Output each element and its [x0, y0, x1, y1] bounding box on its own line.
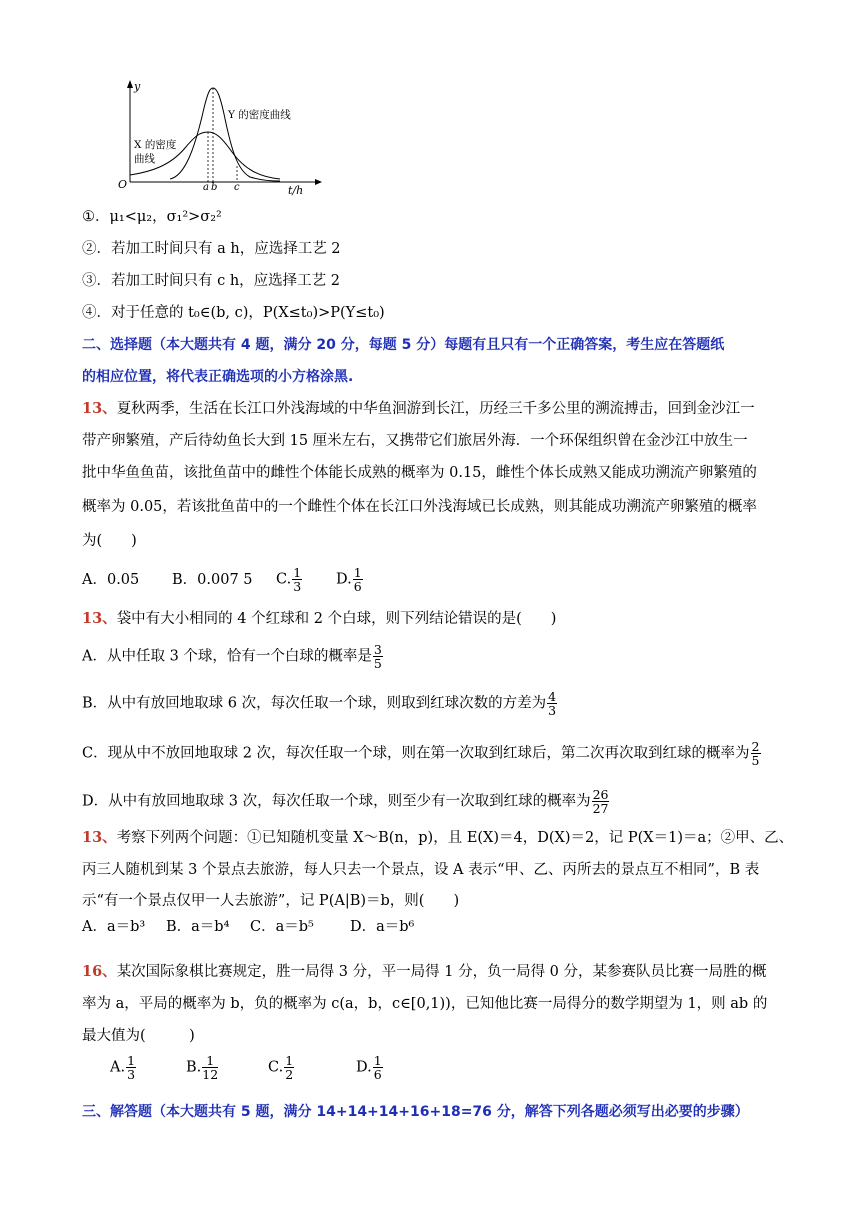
q2-option-b: B．从中有放回地取球 6 次，每次任取一个球，则取到红球次数的方差为 $\frac{4}{3}$: [82, 689, 557, 718]
q4-option-a: A. $\frac{1}{3}$: [110, 1053, 136, 1082]
statement-3: ③．若加工时间只有 c h，应选择工艺 2: [82, 273, 341, 289]
q3-option-a: A．a＝b³: [82, 919, 146, 935]
statement-2: ②．若加工时间只有 a h，应选择工艺 2: [82, 241, 341, 257]
statement-4: ④．对于任意的 t₀∈(b, c)，P(X≤t₀)>P(Y≤t₀): [82, 305, 385, 321]
q4-option-d: D. $\frac{1}{6}$: [356, 1053, 382, 1082]
tick-a: a: [203, 182, 209, 193]
q4-line2: 率为 a，平局的概率为 b，负的概率为 c(a，b，c∈[0,1))，已知他比赛一局得分的数学期望为 1，则 ab 的: [82, 996, 768, 1012]
q1-line1: [82, 399, 755, 419]
q4-text1: 某次国际象棋比赛规定，胜一局得 3 分，平一局得 1 分，负一局得 0 分，某参赛队员比赛一局胜的概: [116, 964, 767, 980]
q1-line4: 概率为 0.05，若该批鱼苗中的一个雌性个体在长江口外浅海域已长成熟，则其能成功溯流产卵繁殖的概率: [82, 499, 757, 515]
section3-line1: 三、解答题（本大题共有 5 题，满分 14+14+14+16+18=76 分，解答下列各题必须写出必要的步骤）: [82, 1104, 749, 1120]
tick-c: c: [234, 182, 240, 193]
tick-b: b: [211, 182, 218, 193]
q3-option-b: B．a＝b⁴: [166, 919, 230, 935]
q3-line2: 丙三人随机到某 3 个景点去旅游，每人只去一个景点，设 A 表示“甲、乙、丙所去的景点互不相同”，B 表: [82, 862, 760, 878]
q2-option-a: A．从中任取 3 个球，恰有一个白球的概率是 $\frac{3}{5}$: [82, 642, 382, 671]
q3-options: [82, 917, 414, 937]
q2-option-c: C．现从中不放回地取球 2 次，每次任取一个球，则在第一次取到红球后，第二次再次取到红球的概率为 $\frac{2}{5}$: [82, 739, 760, 768]
section2-line1: 二、选择题（本大题共有 4 题，满分 20 分，每题 5 分）每题有且只有一个正确答案，考生应在答题纸: [82, 337, 725, 353]
x-axis-label: t/h: [288, 184, 304, 197]
q3-number: 13、: [82, 829, 117, 846]
q1-option-d: D. $\frac{1}{6}$: [336, 565, 362, 594]
q3-option-d: D．a＝b⁶: [350, 919, 415, 935]
section2-line2: 的相应位置，将代表正确选项的小方格涂黑.: [82, 369, 354, 385]
q2-option-d: D．从中有放回地取球 3 次，每次任取一个球，则至少有一次取到红球的概率为 $\frac{26}{27}$: [82, 787, 609, 816]
q1-option-c: C. $\frac{1}{3}$: [276, 565, 302, 594]
y-axis-label: y: [134, 80, 141, 93]
y-density-curve: [170, 88, 280, 181]
origin-label: O: [118, 178, 128, 191]
q1-number: 13、: [82, 400, 117, 417]
q3-line3: 示“有一个景点仅甲一人去旅游”，记 P(A|B)＝b，则( ): [82, 893, 460, 909]
q1-line3: 批中华鱼鱼苗，该批鱼苗中的雌性个体能长成熟的概率为 0.15，雌性个体长成熟又能成功溯流产卵繁殖的: [82, 465, 757, 481]
q2-text: 袋中有大小相同的 4 个红球和 2 个白球，则下列结论错误的是( ): [116, 611, 557, 627]
q2-stem: [82, 609, 556, 629]
q4-option-c: C. $\frac{1}{2}$: [268, 1053, 294, 1082]
q4-line1: [82, 962, 767, 982]
q4-line3: 最大值为( ): [82, 1028, 195, 1044]
q3-text1: 考察下列两个问题：①已知随机变量 X～B(n，p)，且 E(X)＝4，D(X)＝2，记 P(X＝1)＝a；②甲、乙、: [116, 830, 794, 846]
density-curves-figure: [110, 78, 330, 198]
q1-option-a: A．0.05: [82, 571, 140, 588]
q1-option-b: B．0.007 5: [172, 571, 253, 588]
q2-number: 13、: [82, 610, 117, 627]
q4-option-b: B. $\frac{1}{12}$: [186, 1053, 219, 1082]
q4-number: 16、: [82, 963, 117, 980]
y-curve-label: Y 的密度曲线: [228, 109, 291, 121]
q4-options: [110, 1054, 384, 1081]
x-curve-label-1: X 的密度: [134, 139, 177, 151]
q3-option-c: C．a＝b⁵: [250, 919, 314, 935]
q1-line5: 为( ): [82, 533, 137, 549]
q1-line2: 带产卵繁殖，产后待幼鱼长大到 15 厘米左右，又携带它们旅居外海．一个环保组织曾在金沙江中放生一: [82, 433, 748, 449]
q3-line1: [82, 828, 793, 848]
statement-1: ①．μ₁<μ₂，σ₁²>σ₂²: [82, 209, 222, 225]
q1-options: [82, 566, 364, 593]
q1-text1: 夏秋两季，生活在长江口外浅海域的中华鱼洄游到长江，历经三千多公里的溯流搏击，回到金沙江一: [116, 401, 755, 417]
x-curve-label-2: 曲线: [134, 153, 155, 165]
